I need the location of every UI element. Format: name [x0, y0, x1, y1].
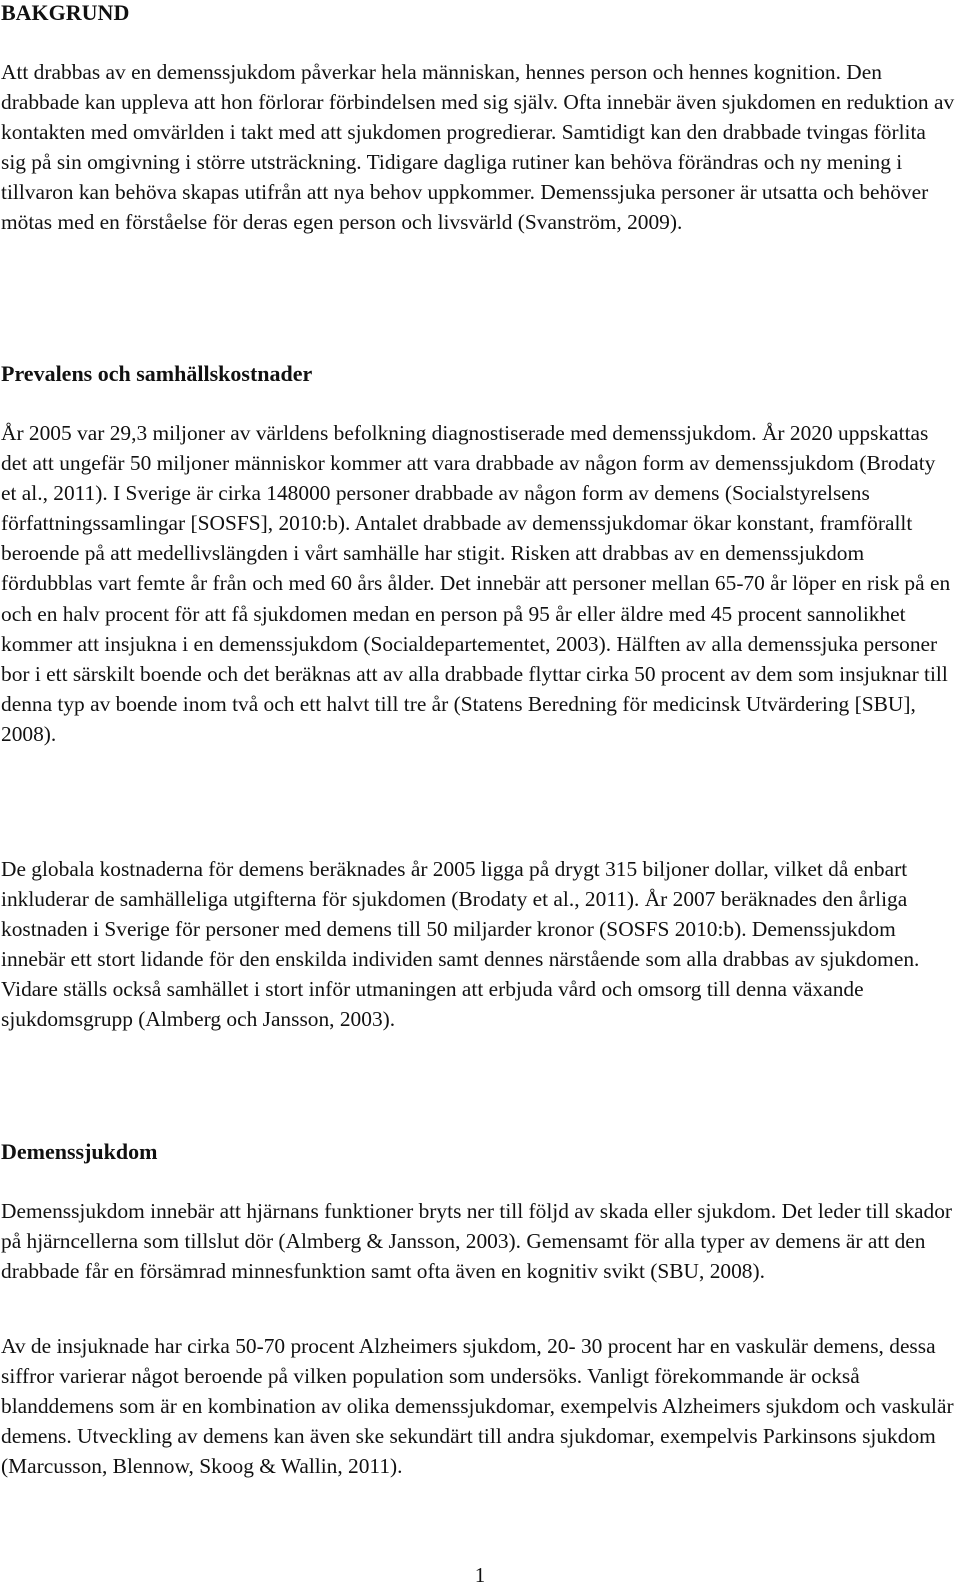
- page-number: 1: [474, 1563, 486, 1587]
- section-heading-prevalens: Prevalens och samhällskostnader: [1, 361, 313, 386]
- paragraph-bakgrund: Att drabbas av en demenssjukdom påverkar hela människan, hennes person och hennes kognition. Den drabbade kan uppleva att hon förlorar förbindelsen med sig själv. Ofta innebär även sjukdomen en reduktion av kontakten med omvärlden i takt med att sjukdomen progredierar. Samtidigt kan den drabbade tvingas förlita sig på sin omgivning i större utsträckning. Tidigare dagliga rutiner kan behöva förändras och ny mening i tillvaron kan behöva skapas utifrån att nya behov uppkommer. Demenssjuka personer är utsatta och behöver mötas med en förståelse för deras egen person och livsvärld (Svanström, 2009).: [1, 60, 955, 235]
- section-heading-bakgrund: BAKGRUND: [1, 0, 130, 25]
- paragraph-prevalens-2: De globala kostnaderna för demens beräknades år 2005 ligga på drygt 315 biljoner dollar, vilket då enbart inkluderar de samhälleliga utgifterna för sjukdomen (Brodaty et al., 2011). År 2007 beräknades den årliga kostnaden i Sverige för personer med demens till 50 miljarder kronor (SOSFS 2010:b). Demenssjukdom innebär ett stort lidande för den enskilda individen samt dennes närstående som alla drabbas av sjukdomen. Vidare ställs också samhället i stort inför utmaningen att erbjuda vård och omsorg till denna växande sjukdomsgrupp (Almberg och Jansson, 2003).: [1, 857, 920, 1032]
- paragraph-prevalens-1: År 2005 var 29,3 miljoner av världens befolkning diagnostiserade med demenssjukdom. År 2020 uppskattas det att ungefär 50 miljoner människor kommer att vara drabbade av någon form av demenssjukdom (Brodaty et al., 2011). I Sverige är cirka 148000 personer drabbade av någon form av demens (Socialstyrelsens författningssamlingar [SOSFS], 2010:b). Antalet drabbade av demenssjukdomar ökar konstant, framförallt beroende på att medellivslängden i vårt samhälle har stigit. Risken att drabbas av en demenssjukdom fördubblas vart femte år från och med 60 års ålder. Det innebär att personer mellan 65-70 år löper en risk på en och en halv procent för att få sjukdomen medan en person på 95 år eller äldre med 45 procent sannolikhet kommer att insjukna i en demenssjukdom (Socialdepartementet, 2003). Hälften av alla demenssjuka personer bor i ett särskilt boende och det beräknas att av alla drabbade flyttar cirka 50 procent av dem som insjuknar till denna typ av boende inom två och ett halvt till tre år (Statens Beredning för medicinsk Utvärdering [SBU], 2008).: [1, 421, 951, 746]
- paragraph-demenssjukdom-2: Av de insjuknade har cirka 50-70 procent Alzheimers sjukdom, 20- 30 procent har en vaskulär demens, dessa siffror varierar något beroende på vilken population som undersöks. Vanligt förekommande är också blanddemens som är en kombination av olika demenssjukdomar, exempelvis Alzheimers sjukdom och vaskulär demens. Utveckling av demens kan även ske sekundärt till andra sjukdomar, exempelvis Parkinsons sjukdom (Marcusson, Blennow, Skoog & Wallin, 2011).: [1, 1334, 954, 1479]
- section-heading-demenssjukdom: Demenssjukdom: [1, 1139, 158, 1164]
- paragraph-demenssjukdom-1: Demenssjukdom innebär att hjärnans funktioner bryts ner till följd av skada eller sjukdom. Det leder till skador på hjärncellerna som tillslut dör (Almberg & Jansson, 2003). Gemensamt för alla typer av demens är att den drabbade får en försämrad minnesfunktion samt ofta även en kognitiv svikt (SBU, 2008).: [1, 1199, 953, 1284]
